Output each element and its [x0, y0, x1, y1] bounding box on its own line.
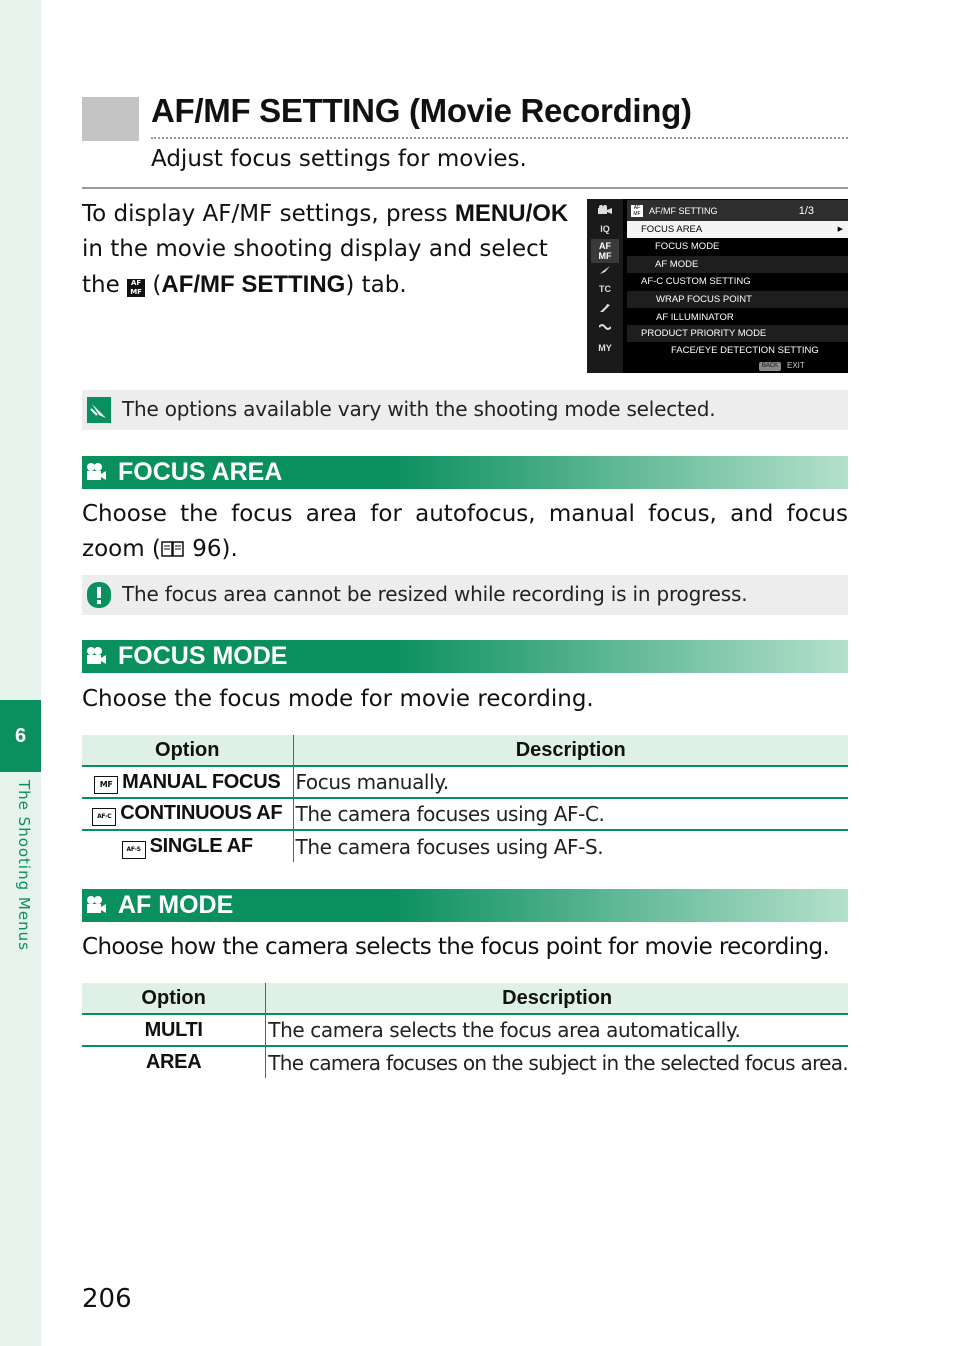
column-header-option: Option — [82, 983, 266, 1014]
movie-icon — [85, 646, 107, 666]
column-header-option: Option — [82, 735, 293, 766]
chapter-sidebar — [0, 0, 41, 1346]
manual-focus-icon: MF — [94, 776, 118, 794]
af-mf-header-icon: AF MF — [631, 205, 643, 217]
option-name: CONTINUOUS AF — [120, 802, 283, 824]
intro-text-middle: in the movie shooting display and select the — [82, 236, 548, 298]
table-header-row — [82, 735, 848, 766]
table-row — [82, 766, 848, 798]
tab-name: AF/MF SETTING — [161, 271, 346, 298]
brush-icon — [591, 265, 619, 277]
focus-mode-table — [82, 735, 848, 862]
intro-paren: ( — [145, 272, 162, 298]
intro-text-after: ) tab. — [345, 272, 407, 298]
continuous-af-icon: AF-C — [92, 808, 116, 826]
column-header-description: Description — [266, 983, 848, 1014]
image-quality-tab: IQ — [600, 224, 610, 234]
intro-paragraph — [82, 196, 574, 303]
title-marker — [82, 97, 139, 141]
page-subtitle: Adjust focus settings for movies. — [151, 146, 527, 172]
camera-menu-tabs — [587, 199, 623, 373]
option-description: Focus manually. — [293, 766, 848, 798]
menu-ok-key: MENU/OK — [454, 200, 569, 227]
intro-text-before: To display AF/MF settings, press — [82, 201, 455, 227]
option-description: The camera selects the focus area automatically. — [266, 1014, 848, 1046]
wrench-icon — [591, 303, 619, 315]
chapter-number: 6 — [0, 700, 41, 772]
af-mode-table — [82, 983, 848, 1078]
timecode-tab: TC — [599, 284, 611, 294]
camera-menu-item: FACE/EYE DETECTION SETTING — [671, 345, 819, 356]
section-divider — [82, 187, 848, 189]
af-mf-tab-icon: AF MF — [127, 279, 145, 297]
section-heading-af-mode: AF MODE — [82, 889, 848, 922]
table-row — [82, 798, 848, 830]
option-description: The camera focuses using AF-S. — [293, 830, 848, 862]
option-name: MULTI — [82, 1014, 266, 1046]
table-row — [82, 1046, 848, 1078]
exit-label: EXIT — [787, 361, 805, 370]
back-button: BACK — [759, 362, 781, 371]
camera-menu-footer — [627, 359, 848, 373]
note-box — [82, 390, 848, 430]
chapter-label: The Shooting Menus — [15, 780, 33, 951]
caution-box — [82, 575, 848, 615]
option-name: SINGLE AF — [149, 834, 253, 857]
option-description: The camera focuses using AF-C. — [293, 798, 848, 830]
camera-menu-title: AF/MF SETTING — [649, 206, 718, 216]
option-description: The camera focuses on the subject in the selected focus area. — [266, 1046, 848, 1078]
page-title: AF/MF SETTING (Movie Recording) — [151, 92, 692, 129]
focus-area-description: Choose the focus area for autofocus, manual focus, and focus zoom ( 96). — [82, 501, 848, 562]
wave-icon — [591, 323, 619, 333]
focus-mode-description: Choose the focus mode for movie recording. — [82, 686, 594, 712]
movie-icon — [591, 205, 619, 217]
my-menu-tab: MY — [598, 343, 612, 353]
camera-menu-page-indicator: 1/3 — [798, 205, 814, 217]
section-heading-focus-area: FOCUS AREA — [82, 456, 848, 489]
movie-icon — [85, 462, 107, 482]
camera-menu-item: FOCUS MODE — [655, 241, 720, 252]
chevron-right-icon: ▶ — [837, 226, 843, 233]
movie-icon — [85, 895, 107, 915]
table-row — [82, 830, 848, 862]
column-header-description: Description — [293, 735, 848, 766]
note-pencil-icon — [86, 396, 112, 424]
book-icon — [161, 540, 185, 558]
camera-menu-item: AF MODE — [627, 256, 848, 273]
camera-menu-item: AF-C CUSTOM SETTING — [641, 276, 751, 287]
single-af-icon: AF-S — [122, 841, 146, 859]
af-mf-tab: AF MF — [591, 239, 619, 263]
table-row — [82, 1014, 848, 1046]
option-name: AREA — [145, 1051, 202, 1073]
caution-icon — [86, 581, 112, 609]
page-number: 206 — [82, 1284, 132, 1314]
caution-text: The focus area cannot be resized while recording is in progress. — [122, 582, 748, 606]
section-heading-focus-mode: FOCUS MODE — [82, 640, 848, 673]
camera-menu-item: PRODUCT PRIORITY MODE — [627, 325, 848, 342]
note-text: The options available vary with the shooting mode selected. — [122, 397, 716, 421]
af-mode-description: Choose how the camera selects the focus point for movie recording. — [82, 934, 830, 960]
camera-menu-screenshot — [587, 199, 848, 373]
camera-menu-item: FOCUS AREA ▶ — [627, 221, 848, 238]
table-header-row — [82, 983, 848, 1014]
camera-menu-item: AF ILLUMINATOR — [656, 312, 734, 323]
camera-menu-item: WRAP FOCUS POINT — [627, 291, 848, 308]
camera-menu-header — [627, 200, 848, 222]
option-name: MANUAL FOCUS — [122, 770, 281, 793]
title-divider — [151, 137, 848, 139]
